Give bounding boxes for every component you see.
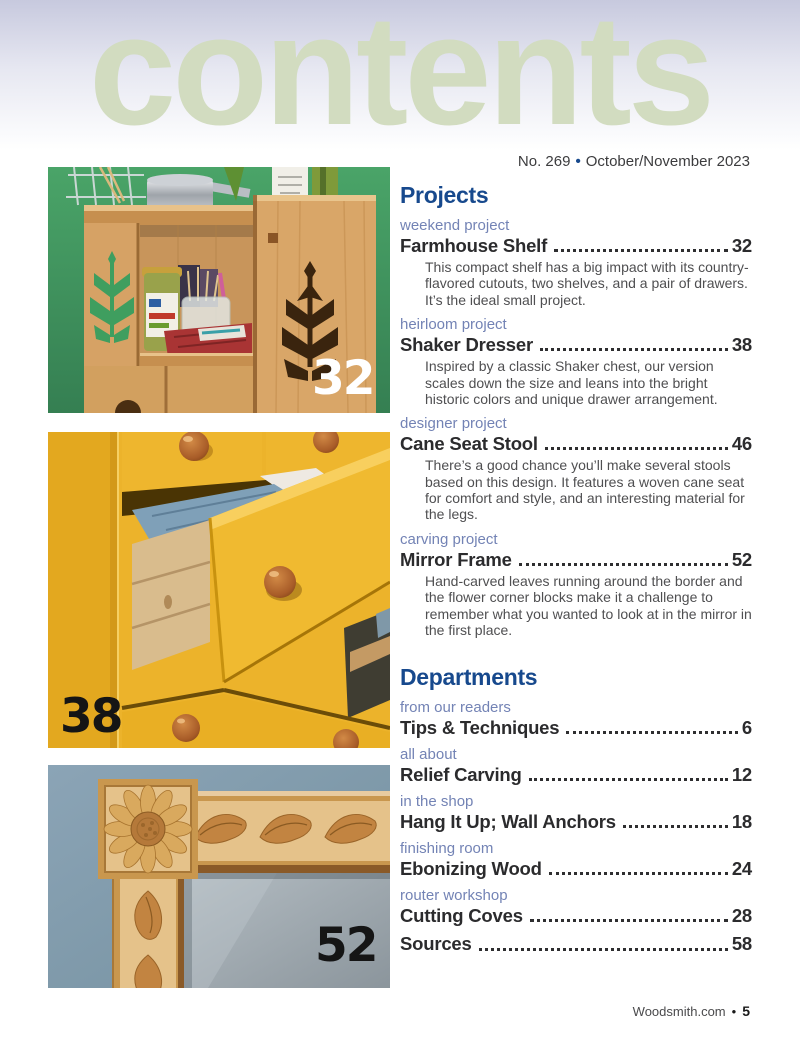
entry-page: 58 [731, 933, 752, 955]
kicker: in the shop [400, 793, 474, 811]
entry-title: Cutting Coves [400, 905, 523, 927]
footer-site: Woodsmith.com [632, 1004, 726, 1019]
dot-leader [623, 825, 728, 828]
dot-leader [566, 731, 738, 734]
entry-title-row [400, 235, 752, 256]
toc-entry-relief-carving [400, 747, 752, 785]
entry-page: 6 [741, 717, 752, 739]
entry-page: 38 [731, 333, 752, 355]
section-heading-projects: Projects [400, 182, 489, 208]
kicker: all about [400, 746, 457, 764]
kicker: weekend project [400, 217, 510, 234]
kicker: finishing room [400, 840, 494, 858]
page-title: contents [88, 0, 712, 158]
toc-entry-farmhouse-shelf [400, 218, 752, 308]
dot-leader [540, 348, 728, 351]
issue-number: No. 269 [517, 153, 571, 170]
toc-entry-cane-seat-stool [400, 416, 752, 523]
toc-entry-ebonizing-wood [400, 841, 752, 879]
entry-description: This compact shelf has a big impact with its country-flavored cutouts, two shelves, and a pair of drawers. It’s the ideal small project. [425, 259, 749, 308]
kicker: heirloom project [400, 316, 507, 334]
farmhouse-shelf-photo [48, 167, 390, 413]
page-number-overlay-38: 38 [60, 689, 122, 744]
dot-leader [479, 948, 728, 951]
kicker: designer project [400, 415, 507, 433]
entry-title-row [400, 811, 752, 832]
kicker: carving project [400, 530, 498, 548]
dot-leader [530, 919, 728, 922]
entry-title-row [400, 549, 752, 570]
entry-title-row [400, 717, 752, 738]
entry-page: 52 [731, 548, 752, 570]
dot-leader [519, 563, 728, 566]
dot-leader [545, 447, 728, 450]
entry-title-row [400, 905, 752, 926]
dot-leader [554, 249, 728, 252]
toc-entry-hang-it-up [400, 794, 752, 832]
entry-page: 32 [731, 234, 752, 256]
entry-title: Farmhouse Shelf [400, 234, 548, 256]
shaker-dresser-photo [48, 432, 390, 748]
entry-title-row [400, 334, 752, 355]
entry-title-row [400, 933, 752, 954]
entry-title: Hang It Up; Wall Anchors [400, 811, 616, 833]
toc-entry-mirror-frame [400, 532, 752, 639]
issue-line [518, 153, 750, 170]
issue-bullet: • [575, 153, 581, 170]
toc [400, 182, 752, 955]
entry-description: There’s a good chance you’ll make several stools based on this design. It features a woven cane seat for comfort and style, and an interesting material for the legs. [425, 457, 745, 523]
entry-title: Relief Carving [400, 764, 522, 786]
dot-leader [529, 778, 728, 781]
entry-page: 28 [731, 905, 752, 927]
entry-title-row [400, 433, 752, 454]
page-number-overlay-32: 32 [312, 351, 374, 406]
entry-page: 12 [731, 764, 752, 786]
entry-description: Inspired by a classic Shaker chest, our version scales down the size and leans into the bright historic colors and unique drawer arrangement. [425, 358, 718, 407]
toc-entry-tips-techniques [400, 700, 752, 738]
page-footer [633, 1003, 750, 1019]
dot-leader [549, 872, 728, 875]
entry-title: Shaker Dresser [400, 333, 533, 355]
entry-title: Cane Seat Stool [400, 433, 538, 455]
entry-title: Sources [400, 933, 472, 955]
footer-bullet: • [731, 1004, 737, 1019]
section-heading-departments: Departments [400, 664, 538, 691]
entry-title-row [400, 858, 752, 879]
page-number-overlay-52: 52 [315, 918, 377, 973]
issue-date: October/November 2023 [585, 153, 750, 170]
kicker: from our readers [400, 699, 511, 717]
toc-entry-shaker-dresser [400, 317, 752, 407]
entry-page: 24 [731, 858, 752, 880]
entry-page: 18 [731, 811, 752, 833]
entry-title: Ebonizing Wood [400, 858, 542, 880]
entry-title-row [400, 764, 752, 785]
footer-page-number: 5 [742, 1003, 750, 1019]
mirror-frame-photo [48, 765, 390, 988]
entry-title: Mirror Frame [400, 548, 512, 570]
toc-entry-sources [400, 933, 752, 954]
kicker: router workshop [400, 887, 508, 905]
entry-title: Tips & Techniques [400, 717, 560, 739]
entry-page: 46 [731, 433, 752, 455]
toc-entry-cutting-coves [400, 888, 752, 926]
entry-description: Hand-carved leaves running around the border and the flower corner blocks make it a challenge to remember what you wanted to look at in the mirror in the first place. [425, 572, 752, 638]
